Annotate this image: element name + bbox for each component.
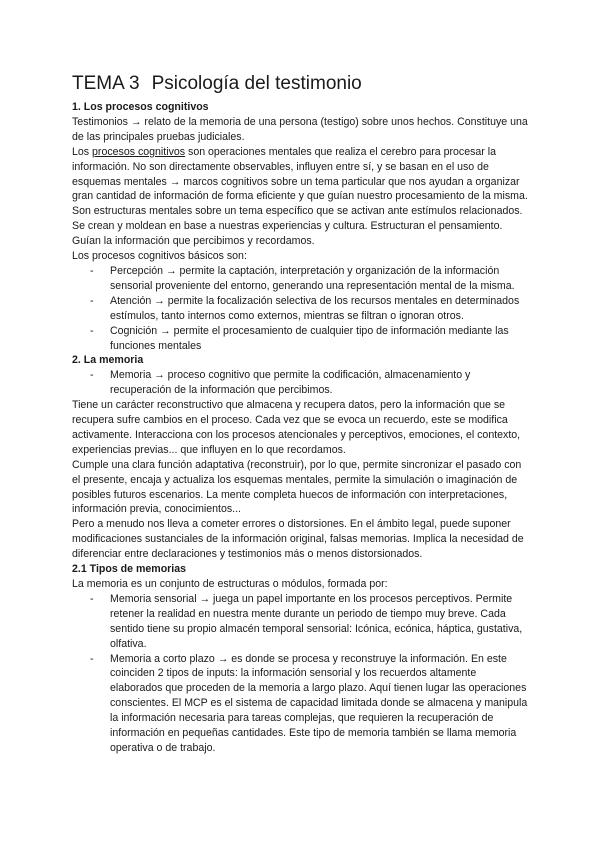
bullet-list (72, 368, 528, 398)
section-heading-2-1: 2.1 Tipos de memorias (72, 563, 187, 576)
text-run: Los (72, 145, 93, 158)
title-number: TEMA 3 (72, 73, 140, 94)
title-text: Psicología del testimonio (151, 73, 362, 94)
paragraph: Tiene un carácter reconstructivo que almacena y recupera datos, pero la información que se recupera sufre cambios en el proceso. Cada vez que se evoca un recuerdo, este se modifica activamente. Interacciona con los procesos atencionales y perceptivos, emociones, el contexto, experiencias previas... que influyen en lo que recordamos. (72, 399, 521, 456)
list-item: - Memoria a corto plazo → es donde se procesa y reconstruye la información. En este coinciden 2 tipos de inputs: la información sensorial y los recuerdos altamente elaborados que proceden de la memoria a largo plazo. Aquí tienen lugar las operaciones conscientes. El MCP es el sistema de capacidad limitada donde se almacena y manipula la información necesaria para tareas complejas, que requieren la recuperación de información en pequeñas cantidades. Este tipo de memoria también se llama memoria operativa o de trabajo. (90, 652, 528, 754)
list-item-text: Memoria sensorial → juega un papel importante en los procesos perceptivos. Permite retener la realidad en nuestra mente durante un periodo de tiempo muy breve. Cada sentido tiene su propio almacén temporal sensorial: Icónica, ecónica, háptica, gustativa, olfativa. (110, 592, 523, 650)
list-item-text: Memoria → proceso cognitivo que permite la codificación, almacenamiento y recuperación de la información que percibimos. (110, 369, 471, 397)
bullet-list (72, 264, 528, 353)
list-item: - Atención → permite la focalización selectiva de los recursos mentales en determinados estímulos, tanto internos como externos, mientras se filtran o ignoran otros. (90, 294, 520, 322)
paragraph: Pero a menudo nos lleva a cometer errores o distorsiones. En el ámbito legal, puede suponer modificaciones sustanciales de la información original, falsas memorias. Implica la necesidad de diferenciar entre declaraciones y testimonios más o menos distorsionados. (72, 518, 524, 561)
list-item: - Memoria sensorial → juega un papel importante en los procesos perceptivos. Permite retener la realidad en nuestra mente durante un periodo de tiempo muy breve. Cada sentido tiene su propio almacén temporal sensorial: Icónica, ecónica, háptica, gustativa, olfativa. (90, 592, 523, 650)
list-item: - Memoria → proceso cognitivo que permite la codificación, almacenamiento y recuperación de la información que percibimos. (90, 369, 471, 397)
paragraph (72, 145, 528, 249)
bullet-list (72, 592, 528, 756)
underlined-term: procesos cognitivos (92, 145, 186, 158)
page-title (72, 72, 528, 96)
section-heading-2: 2. La memoria (72, 354, 144, 367)
list-item: - Percepción → permite la captación, interpretación y organización de la información sensorial proveniente del entorno, generando una representación mental de la misma. (90, 264, 515, 292)
list-item-text: Atención → permite la focalización selectiva de los recursos mentales en determinados estímulos, tanto internos como externos, mientras se filtran o ignoran otros. (110, 294, 520, 322)
list-item-text: Percepción → permite la captación, interpretación y organización de la información sensorial proveniente del entorno, generando una representación mental de la misma. (110, 264, 515, 292)
list-item-text: Memoria a corto plazo → es donde se procesa y reconstruye la información. En este coinciden 2 tipos de inputs: la información sensorial y los recuerdos altamente elaborados que proceden de la memoria a largo plazo. Aquí tienen lugar las operaciones conscientes. El MCP es el sistema de capacidad limitada donde se almacena y manipula la información necesaria para tareas complejas, que requieren la recuperación de información en pequeñas cantidades. Este tipo de memoria también se llama memoria operativa o de trabajo. (110, 652, 528, 754)
paragraph: La memoria es un conjunto de estructuras o módulos, formada por: (72, 578, 388, 590)
paragraph: Testimonios → relato de la memoria de una persona (testigo) sobre unos hechos. Constituye una de las principales pruebas judiciales. (72, 115, 528, 143)
paragraph: Los procesos cognitivos básicos son: (72, 250, 247, 263)
list-item-text: Cognición → permite el procesamiento de cualquier tipo de información mediante las funciones mentales (110, 324, 509, 352)
list-item: - Cognición → permite el procesamiento de cualquier tipo de información mediante las funciones mentales (90, 324, 509, 352)
section-heading-1: 1. Los procesos cognitivos (72, 101, 209, 113)
text-run: son operaciones mentales que realiza el cerebro para procesar la información. No son directamente observables, influyen entre sí, y se basan en el uso de esquemas mentales → marcos cognitivos sobre un tema particular que nos ayudan a organizar gran cantidad de información de forma eficiente y que guían nuestro procesamiento de la misma. Son estructuras mentales sobre un tema específico que se activan ante estímulos relacionados. Se crean y moldean en base a nuestras experiencias y cultura. Estructuran el pensamiento. Guían la información que percibimos y recordamos. (72, 145, 528, 248)
paragraph: Cumple una clara función adaptativa (reconstruir), por lo que, permite sincronizar el pasado con el presente, encaja y actualiza los esquemas mentales, permite la simulación o imaginación de posibles futuros escenarios. La mente completa huecos de información con interpretaciones, información previa, conocimientos... (72, 458, 522, 516)
